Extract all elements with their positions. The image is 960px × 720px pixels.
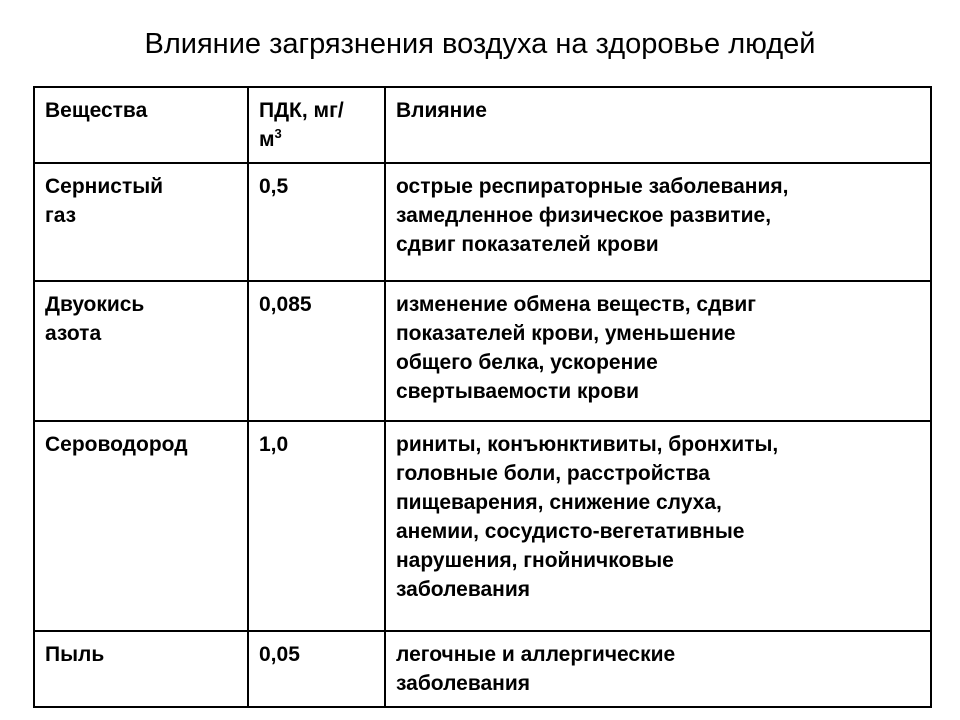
substance-cell: Сероводород <box>34 421 248 631</box>
header-pdk-superscript: 3 <box>274 126 282 141</box>
table-header-row <box>34 87 931 163</box>
table-row <box>34 421 931 631</box>
header-pdk <box>248 87 385 163</box>
pdk-cell: 0,05 <box>248 631 385 707</box>
header-pdk-main: ПДК, мг/ <box>259 99 344 122</box>
table-row <box>34 163 931 281</box>
slide-title: Влияние загрязнения воздуха на здоровье людей <box>144 28 816 60</box>
effect-cell: риниты, конъюнктивиты, бронхиты, головные боли, расстройства пищеварения, снижение слуха, анемии, сосудисто-вегетативные нарушения, гнойничковые заболевания <box>385 421 931 631</box>
substance-cell: Сернистый газ <box>34 163 248 281</box>
header-pdk-unit: м <box>259 128 275 151</box>
pdk-cell: 0,5 <box>248 163 385 281</box>
header-substance: Вещества <box>34 87 248 163</box>
substance-cell: Пыль <box>34 631 248 707</box>
pdk-cell: 0,085 <box>248 281 385 421</box>
air-pollution-effects-table <box>33 86 932 708</box>
table-row <box>34 631 931 707</box>
effect-cell: острые респираторные заболевания, замедленное физическое развитие, сдвиг показателей крови <box>385 163 931 281</box>
substance-cell: Двуокись азота <box>34 281 248 421</box>
header-effect: Влияние <box>385 87 931 163</box>
table-row <box>34 281 931 421</box>
effect-cell: изменение обмена веществ, сдвиг показателей крови, уменьшение общего белка, ускорение свертываемости крови <box>385 281 931 421</box>
pdk-cell: 1,0 <box>248 421 385 631</box>
effect-cell: легочные и аллергические заболевания <box>385 631 931 707</box>
